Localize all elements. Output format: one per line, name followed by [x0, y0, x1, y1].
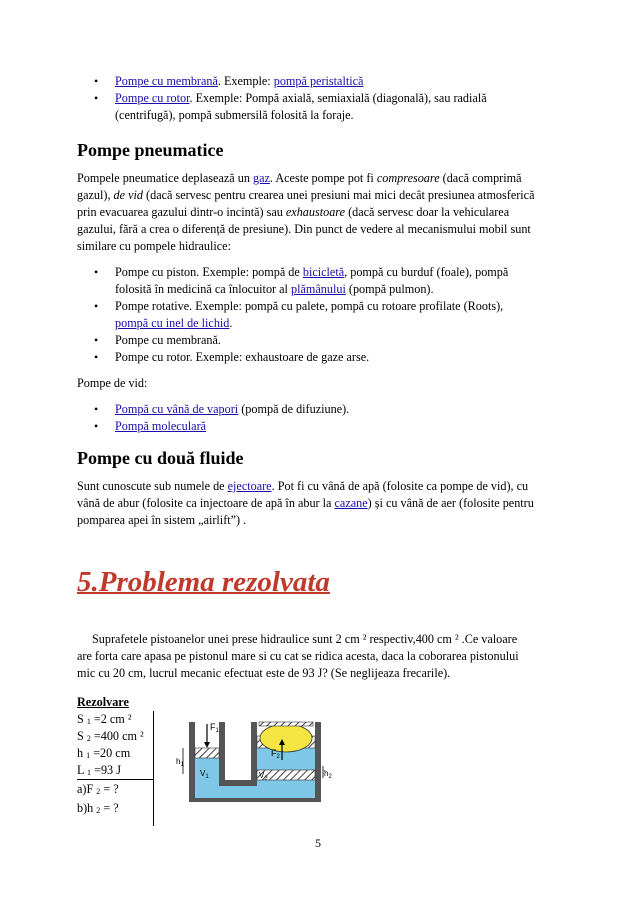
- bullet-dot: •: [94, 350, 99, 364]
- bullet-rotor2: Pompe cu rotor. Exemple: exhaustoare de gaze arse.: [115, 350, 370, 364]
- link-pompe-membrana[interactable]: Pompe cu membrană: [115, 74, 218, 88]
- problem-line: mic cu 20 cm, lucrul mecanic efectuat este de 93 J? (Se neglijeaza frecarile).: [77, 666, 451, 680]
- bullet-dot: •: [94, 265, 99, 279]
- section-title-pneumatice: Pompe pneumatice: [77, 140, 224, 160]
- given-h1: h $_1$ =20 cm: [77, 746, 131, 760]
- label-h1: $h_1$: [176, 757, 184, 768]
- bullet-rotor-cont: (centrifugă), pompă submersilă folosită la foraje.: [115, 108, 354, 122]
- para-line: gazului, fără a crea o diferență de presiune). Din punct de vedere al mecanismului mobil sunt: [77, 222, 531, 236]
- problem-line: Suprafetele pistoanelor unei prese hidraulice sunt 2 cm ² respectiv,400 cm ² .Ce valoare: [92, 632, 518, 646]
- divider-line: [77, 779, 153, 780]
- bullet-membrana: [115, 73, 363, 90]
- bullet-membrana2: Pompe cu membrană.: [115, 333, 221, 347]
- label-v2: $V_2$: [259, 771, 268, 782]
- link-gaz[interactable]: gaz: [252, 171, 270, 185]
- divider-vertical: [153, 711, 154, 826]
- rezolvare-heading: Rezolvare: [77, 695, 129, 709]
- label-f2: $F_2$: [271, 748, 280, 760]
- label-f1: $F_1$: [210, 722, 219, 734]
- unknown-h2: b)h $_2$ = ?: [77, 801, 119, 815]
- vid-intro: Pompe de vid:: [77, 376, 148, 390]
- link-ejectoare[interactable]: ejectoare: [227, 479, 272, 493]
- bullet-vapori: Pompă cu vână de vapori (pompă de difuziune).: [115, 402, 350, 416]
- bullet-rotative-cont: pompă cu inel de lichid.: [115, 316, 233, 330]
- bullet-dot: •: [94, 299, 99, 313]
- page-number: 5: [315, 836, 321, 850]
- section-title-doua-fluide: Pompe cu două fluide: [77, 448, 244, 468]
- bullet-dot: •: [94, 419, 99, 433]
- given-l1: L $_1$ =93 J: [77, 763, 121, 777]
- bullet-dot: •: [94, 402, 99, 416]
- link-pompa-moleculara[interactable]: Pompă moleculară: [115, 419, 207, 433]
- bullet-rotor: [115, 90, 487, 107]
- label-v1: $V_1$: [200, 769, 209, 780]
- link-vana-vapori[interactable]: Pompă cu vână de vapori: [115, 402, 239, 416]
- problem-title: 5.Problema rezolvata: [77, 566, 330, 598]
- para-line: pomparea apei în sistem „airlift”) .: [77, 513, 247, 527]
- hydraulic-press-figure: [175, 718, 339, 804]
- bullet-text: . Exemple: Pompă axială, semiaxială (diagonală), sau radială: [189, 91, 487, 105]
- bullet-dot: •: [94, 74, 99, 88]
- bullet-piston: Pompe cu piston. Exemple: pompă de bicicletă, pompă cu burduf (foale), pompă: [115, 265, 509, 279]
- bullet-text: . Exemple:: [217, 74, 274, 88]
- bullet-dot: •: [94, 333, 99, 347]
- para-line: gazul), de vid (dacă servesc pentru crearea unei presiuni mai mici decât presiunea atmosferică: [77, 188, 535, 202]
- para-line: prin evacuarea gazului dintr-o incintă) sau exhaustoare (dacă servesc doar la vehicularea: [77, 205, 510, 219]
- label-h2: $h_2$: [324, 769, 332, 780]
- para-line: similare cu pompele hidraulice:: [77, 239, 231, 253]
- link-plamanului[interactable]: plămânului: [291, 282, 346, 296]
- link-pompe-rotor[interactable]: Pompe cu rotor: [115, 91, 190, 105]
- bullet-piston-cont: folosită în medicină ca înlocuitor al plămânului (pompă pulmon).: [115, 282, 434, 296]
- bullet-dot: •: [94, 91, 99, 105]
- load-object: [260, 724, 312, 752]
- link-cazane[interactable]: cazane: [334, 496, 368, 510]
- para-line: Sunt cunoscute sub numele de ejectoare. Pot fi cu vână de apă (folosite ca pompe de vid), cu: [77, 479, 529, 493]
- problem-line: are forta care apasa pe pistonul mare si cu cat se ridica acesta, daca la coborarea pistonului: [77, 649, 519, 663]
- link-inel-lichid[interactable]: pompă cu inel de lichid: [115, 316, 230, 330]
- link-pompa-peristaltica[interactable]: pompă peristaltică: [273, 74, 364, 88]
- bullet-moleculara: [115, 418, 206, 435]
- given-s2: S $_2$ =400 cm ²: [77, 729, 144, 743]
- bullet-rotative: Pompe rotative. Exemple: pompă cu palete, pompă cu rotoare profilate (Roots),: [115, 299, 504, 313]
- para-line: vână de abur (folosite ca injectoare de apă în abur la cazane) și cu vână de aer (folosite pentru: [77, 496, 534, 510]
- para-line: Pompele pneumatice deplasează un gaz. Aceste pompe pot fi compresoare (dacă comprimă: [77, 171, 522, 185]
- given-s1: S $_1$ =2 cm ²: [77, 712, 132, 726]
- small-piston: [195, 748, 219, 758]
- link-bicicleta[interactable]: bicicletă: [302, 265, 345, 279]
- unknown-f2: a)F $_2$ = ?: [77, 782, 119, 796]
